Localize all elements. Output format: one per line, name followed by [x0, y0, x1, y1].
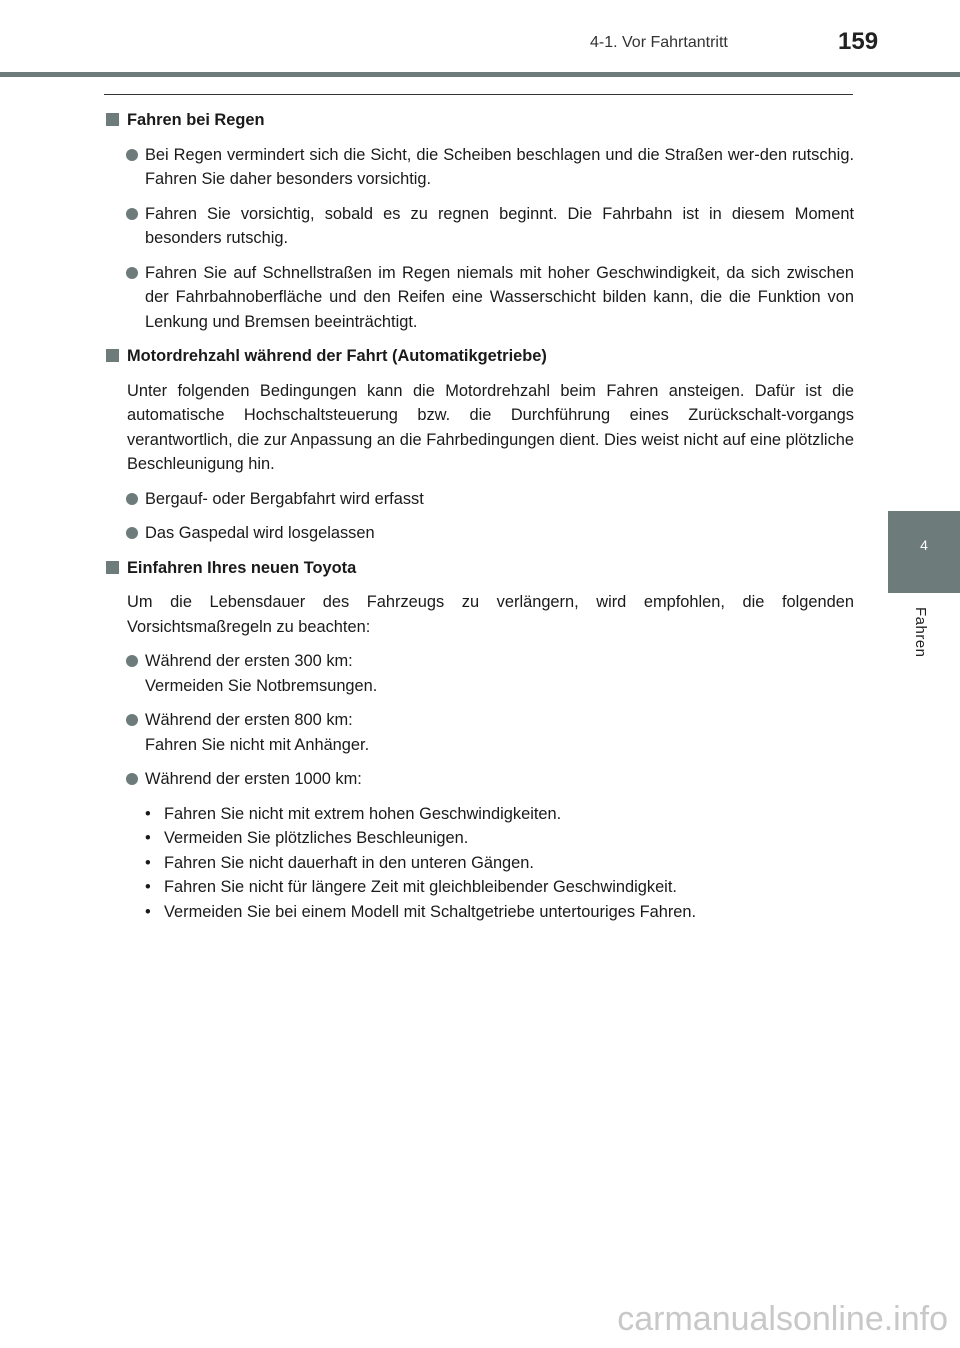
sub-bullet: • — [145, 878, 151, 896]
square-bullet-icon — [106, 561, 119, 574]
list-item-line: Während der ersten 800 km: — [145, 711, 353, 729]
list-item-line: Fahren Sie nicht mit Anhänger. — [145, 735, 370, 754]
circle-bullet-icon — [126, 773, 138, 785]
page-number: 159 — [838, 28, 879, 55]
sub-list-item-text: Fahren Sie nicht mit extrem hohen Geschwindigkeiten. — [164, 804, 562, 823]
circle-bullet-icon — [126, 527, 138, 539]
list-item-text: Fahren Sie auf Schnellstraßen im Regen niemals mit hoher Geschwindigkeit, da sich zwischen der Fahrbahnoberfläche und den Reifen eine Wasserschicht bilden kann, die die Funktion von Lenkung und Bremsen beeinträchtigt. — [145, 263, 854, 331]
circle-bullet-icon — [126, 208, 138, 220]
list-item — [106, 767, 854, 792]
sub-list-item-text: Vermeiden Sie plötzliches Beschleunigen. — [164, 829, 469, 847]
chapter-title: 4-1. Vor Fahrtantritt — [590, 34, 728, 51]
sub-list-item-text: Fahren Sie nicht für längere Zeit mit gleichbleibender Geschwindigkeit. — [164, 878, 677, 896]
sub-list-item — [145, 826, 854, 851]
circle-bullet-icon — [126, 493, 138, 505]
list-item-line: Während der ersten 300 km: — [145, 652, 353, 670]
watermark: carmanualsonline.info — [617, 1300, 948, 1338]
sub-list-item — [145, 900, 854, 925]
circle-bullet-icon — [126, 655, 138, 667]
chapter-tab-label: Fahren — [912, 607, 929, 658]
sub-list-item — [145, 802, 854, 827]
section-heading-text: Einfahren Ihres neuen Toyota — [127, 558, 357, 577]
section-intro: Um die Lebensdauer des Fahrzeugs zu verlängern, wird empfohlen, die folgenden Vorsichtsmaßregeln zu beachten: — [127, 593, 854, 636]
list-item — [106, 649, 854, 698]
list-item — [106, 261, 854, 335]
chapter-tab — [888, 511, 960, 593]
section-heading — [106, 344, 854, 369]
square-bullet-icon — [106, 113, 119, 126]
sub-bullet: • — [145, 853, 151, 872]
sub-list-item-text: Fahren Sie nicht dauerhaft in den unteren Gängen. — [164, 853, 534, 872]
sub-list — [106, 802, 854, 925]
top-rule — [104, 94, 853, 95]
section-intro: Unter folgenden Bedingungen kann die Motordrehzahl beim Fahren ansteigen. Dafür ist die automatische Hochschaltsteuerung bzw. die Durchführung eines Zurückschalt-vorgangs verantwortlich, die zur Anpassung an die Fahrbedingungen dient. Dies weist nicht auf eine plötzliche Beschleunigung hin. — [127, 381, 854, 473]
list-item-line: Vermeiden Sie Notbremsungen. — [145, 676, 378, 695]
chapter-tab-number: 4 — [920, 537, 928, 553]
list-item-text: Bergauf- oder Bergabfahrt wird erfasst — [145, 489, 424, 508]
circle-bullet-icon — [126, 267, 138, 279]
sub-bullet: • — [145, 804, 151, 823]
list-item — [106, 521, 854, 546]
sub-list-item — [145, 875, 854, 900]
list-item-text: Bei Regen vermindert sich die Sicht, die Scheiben beschlagen und die Straßen wer-den rutschig. Fahren Sie daher besonders vorsichtig. — [145, 145, 854, 188]
section-heading-text: Fahren bei Regen — [127, 111, 265, 129]
list-item-text: Fahren Sie vorsichtig, sobald es zu regnen beginnt. Die Fahrbahn ist in diesem Moment besonders rutschig. — [145, 204, 854, 247]
list-item — [106, 708, 854, 757]
section-heading — [106, 108, 854, 133]
circle-bullet-icon — [126, 149, 138, 161]
sub-bullet: • — [145, 902, 151, 921]
section-heading — [106, 556, 854, 581]
sub-bullet: • — [145, 829, 151, 847]
circle-bullet-icon — [126, 714, 138, 726]
list-item — [106, 202, 854, 251]
list-item — [106, 487, 854, 512]
sub-list-item-text: Vermeiden Sie bei einem Modell mit Schaltgetriebe untertouriges Fahren. — [164, 902, 697, 921]
list-item-line: Während der ersten 1000 km: — [145, 770, 362, 788]
page-content — [106, 108, 854, 924]
sub-list-item — [145, 851, 854, 876]
list-item — [106, 143, 854, 192]
list-item-text: Das Gaspedal wird losgelassen — [145, 524, 375, 542]
square-bullet-icon — [106, 349, 119, 362]
header-bar — [0, 72, 960, 77]
section-heading-text: Motordrehzahl während der Fahrt (Automatikgetriebe) — [127, 347, 547, 365]
